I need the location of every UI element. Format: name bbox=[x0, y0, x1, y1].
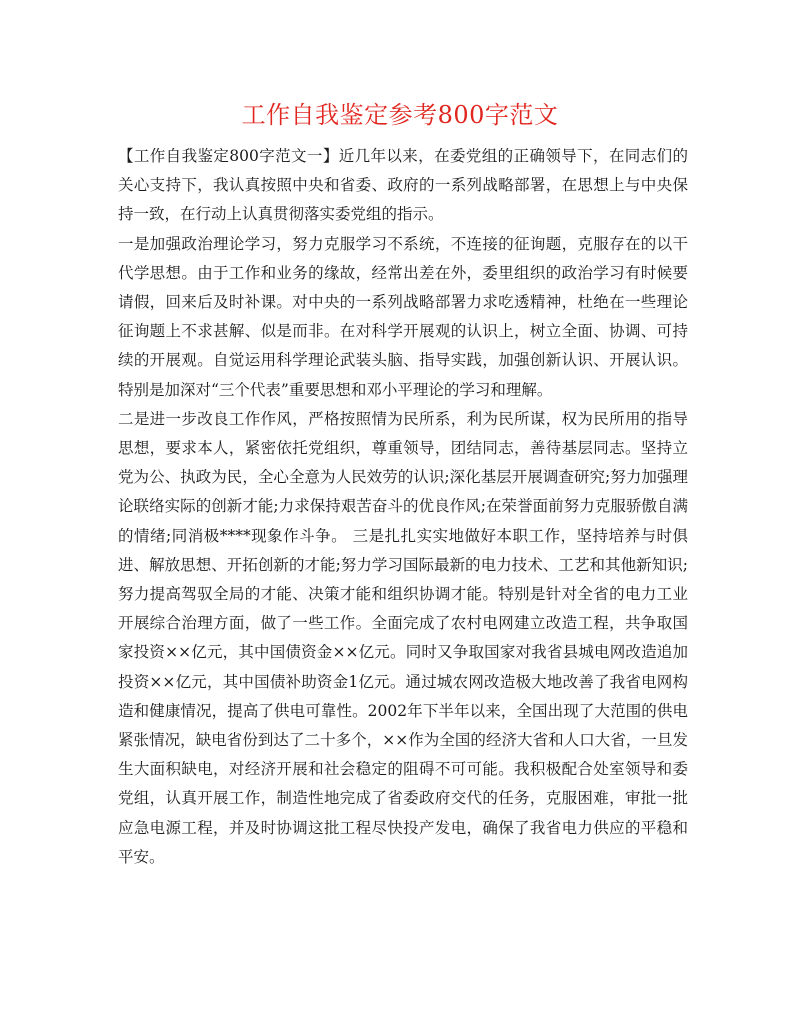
document-body bbox=[118, 142, 688, 872]
paragraph-point-two-three: 二是进一步改良工作作风，严格按照情为民所系，利为民所谋，权为民所用的指导思想，要求本人，紧密依托党组织，尊重领导，团结同志，善待基层同志。坚持立党为公、执政为民，全心全意为人民效劳的认识;深化基层开展调查研究;努力加强理论联络实际的创新才能;力求保持艰苦奋斗的优良作风;在荣誉面前努力克服骄傲自满的情绪;同消极****现象作斗争。 三是扎扎实实地做好本职工作，坚持培养与时俱进、解放思想、开拓创新的才能;努力学习国际最新的电力技术、工艺和其他新知识;努力提高驾驭全局的才能、决策才能和组织协调才能。特别是针对全省的电力工业开展综合治理方面，做了一些工作。全面完成了农村电网建立改造工程，共争取国家投资××亿元，其中国债资金××亿元。同时又争取国家对我省县城电网改造追加投资××亿元，其中国债补助资金1亿元。通过城农网改造极大地改善了我省电网构造和健康情况，提高了供电可靠性。2002年下半年以来，全国出现了大范围的供电紧张情况，缺电省份到达了二十多个，××作为全国的经济大省和人口大省，一旦发生大面积缺电，对经济开展和社会稳定的阻碍不可可能。我积极配合处室领导和委党组，认真开展工作，制造性地完成了省委政府交代的任务，克服困难，审批一批应急电源工程，并及时协调这批工程尽快投产发电，确保了我省电力供应的平稳和平安。 bbox=[118, 409, 688, 866]
paragraph-intro: 【工作自我鉴定800字范文一】近几年以来，在委党组的正确领导下，在同志们的关心支持下，我认真按照中央和省委、政府的一系列战略部署，在思想上与中央保持一致，在行动上认真贯彻落实委党组的指示。 bbox=[118, 147, 688, 224]
paragraph-point-one: 一是加强政治理论学习，努力克服学习不系统，不连接的征询题，克服存在的以干代学思想。由于工作和业务的缘故，经常出差在外，委里组织的政治学习有时候要请假，回来后及时补课。对中央的一系列战略部署力求吃透精神，杜绝在一些理论征询题上不求甚解、似是而非。在对科学开展观的认识上，树立全面、协调、可持续的开展观。自觉运用科学理论武装头脑、指导实践，加强创新认识、开展认识。特别是加深对“三个代表”重要思想和邓小平理论的学习和理解。 bbox=[118, 234, 688, 399]
document-title: 工作自我鉴定参考800字范文 bbox=[241, 101, 559, 129]
